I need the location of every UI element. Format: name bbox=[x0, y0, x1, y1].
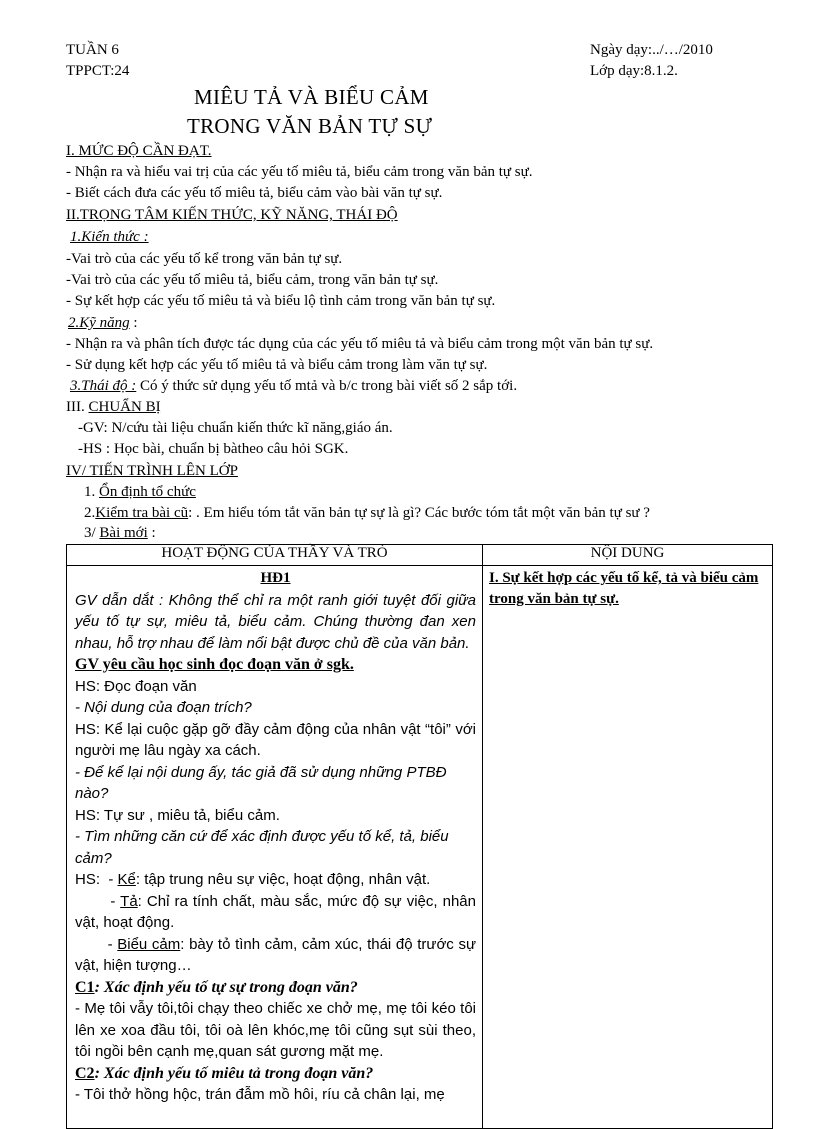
answer-2: HS: Tự sư , miêu tả, biểu cảm. bbox=[75, 806, 280, 824]
skill-heading-line bbox=[68, 315, 138, 332]
answer-3-bc-prefix: - bbox=[75, 935, 118, 953]
class-label: Lớp dạy:8.1.2. bbox=[590, 63, 678, 79]
answer-3-bc bbox=[75, 934, 476, 977]
step3-label: Bài mới bbox=[99, 525, 148, 541]
skill-item: - Sử dụng kết hợp các yếu tố miêu tả và biểu cảm trong làm văn tự sự. bbox=[66, 357, 488, 373]
section1-item: - Nhận ra và hiểu vai trị của các yếu tố miêu tả, biểu cảm trong văn bản tự sự. bbox=[66, 164, 533, 180]
step3-line bbox=[84, 525, 156, 542]
knowledge-item: - Sự kết hợp các yếu tố miêu tả và biểu lộ tình cảm trong văn bản tự sự. bbox=[66, 293, 496, 309]
prep-item: -GV: N/cứu tài liệu chuẩn kiến thức kĩ năng,giáo án. bbox=[78, 420, 393, 436]
table-header-row bbox=[67, 545, 773, 566]
c1-answer: - Mẹ tôi vẫy tôi,tôi chạy theo chiếc xe chở mẹ, mẹ tôi kéo tôi lên xe xoa đầu tôi, tôi oà lên khóc,mẹ tôi cũng sụt sùi theo, tôi ngồi bên cạnh mẹ,quan sát gương mặt mẹ. bbox=[75, 1000, 476, 1060]
step2-prefix: 2. bbox=[84, 505, 96, 521]
section4-heading: IV/ TIẾN TRÌNH LÊN LỚP bbox=[66, 463, 238, 479]
column-header-content: NỘI DUNG bbox=[483, 545, 773, 566]
c2-text: : Xác định yếu tố miêu tả trong đoạn văn? bbox=[94, 1064, 374, 1082]
period-label: TPPCT:24 bbox=[66, 63, 130, 79]
c1-text: : Xác định yếu tố tự sự trong đoạn văn? bbox=[94, 978, 358, 996]
c2-label: C2 bbox=[75, 1064, 95, 1082]
activity-label: HĐ1 bbox=[260, 570, 291, 586]
page-title-line1: MIÊU TẢ VÀ BIỂU CẢM bbox=[194, 85, 429, 109]
step3-suffix: : bbox=[147, 525, 156, 541]
step3-prefix: 3/ bbox=[84, 525, 100, 541]
question-1: - Nội dung của đoạn trích? bbox=[75, 699, 252, 716]
content-heading: I. Sự kết hợp các yếu tố kể, tả và biểu cảm trong văn bản tự sự. bbox=[489, 570, 759, 607]
skill-heading: 2.Kỹ năng bbox=[68, 315, 130, 331]
answer-3-prefix: HS: - bbox=[75, 871, 118, 888]
step1-prefix: 1. bbox=[84, 484, 99, 500]
question-3: - Tìm những căn cứ để xác định được yếu tố kể, tả, biểu cảm? bbox=[75, 828, 449, 867]
answer-3-ke bbox=[75, 869, 476, 891]
c1-question bbox=[75, 977, 476, 999]
step2-label: Kiểm tra bài cũ bbox=[95, 505, 189, 521]
section1-item: - Biết cách đưa các yếu tố miêu tả, biểu cảm vào bài văn tự sự. bbox=[66, 185, 443, 201]
step2-text: : . Em hiểu tóm tắt văn bản tự sự là gì? Các bước tóm tắt một văn bản tự sư ? bbox=[188, 505, 650, 521]
prep-item: -HS : Học bài, chuẩn bị bàtheo câu hỏi SGK. bbox=[78, 441, 349, 457]
section2-heading: II.TRỌNG TÂM KIẾN THỨC, KỸ NĂNG, THÁI ĐỘ bbox=[66, 207, 398, 223]
section3-heading: CHUẨN BỊ bbox=[88, 399, 161, 415]
skill-heading-suffix: : bbox=[129, 315, 138, 331]
teach-date: Ngày dạy:../…/2010 bbox=[590, 42, 713, 58]
section3-heading-line bbox=[66, 399, 161, 416]
lesson-table bbox=[66, 544, 773, 1129]
column-header-activities: HOẠT ĐỘNG CỦA THẦY VÀ TRÒ bbox=[67, 545, 483, 566]
section1-heading: I. MỨC ĐỘ CẦN ĐẠT. bbox=[66, 143, 212, 159]
c1-label: C1 bbox=[75, 978, 95, 996]
section3-prefix: III. bbox=[66, 399, 89, 415]
gv-request: GV yêu cầu học sinh đọc đoạn văn ở sgk. bbox=[75, 656, 354, 673]
skill-item: - Nhận ra và phân tích được tác dụng của các yếu tố miêu tả và biểu cảm trong một văn bản tự sự. bbox=[66, 336, 654, 352]
question-2: - Để kể lại nội dung ấy, tác giả đã sử dụng những PTBĐ nào? bbox=[75, 763, 447, 802]
answer-3-ta bbox=[75, 891, 476, 934]
page-title-line2: TRONG VĂN BẢN TỰ SỰ bbox=[187, 114, 433, 138]
attitude-text: Có ý thức sử dụng yếu tố mtả và b/c trong bài viết số 2 sắp tới. bbox=[136, 378, 518, 394]
knowledge-item: -Vai trò của các yếu tố kể trong văn bản tự sự. bbox=[66, 251, 343, 267]
table-row bbox=[67, 566, 773, 1129]
knowledge-item: -Vai trò của các yếu tố miêu tả, biểu cảm, trong văn bản tự sự. bbox=[66, 272, 439, 288]
week-label: TUẦN 6 bbox=[66, 42, 119, 58]
answer-3-ta-prefix: - bbox=[75, 892, 121, 910]
step1-label: Ổn định tổ chức bbox=[99, 484, 196, 500]
knowledge-heading: 1.Kiến thức : bbox=[70, 229, 149, 245]
answer-3-ke-text: : tập trung nêu sự việc, hoạt động, nhân vật. bbox=[135, 871, 431, 888]
answer-3-bc-label: Biểu cảm bbox=[117, 935, 181, 953]
hs-read: HS: Đọc đoạn văn bbox=[75, 677, 197, 695]
answer-1: HS: Kể lại cuộc gặp gỡ đầy cảm động của nhân vật “tôi” với người mẹ lâu ngày xa cách. bbox=[75, 720, 476, 759]
activities-cell bbox=[67, 566, 483, 1129]
step2-line bbox=[84, 505, 650, 522]
attitude-line bbox=[70, 378, 517, 395]
content-cell bbox=[483, 566, 773, 1129]
answer-3-ta-label: Tả bbox=[120, 892, 138, 910]
step1-line bbox=[84, 484, 196, 501]
intro-text: GV dẫn dắt : Không thể chỉ ra một ranh giới tuyệt đối giữa yếu tố tự sự, miêu tả, biểu cảm. Chúng thường đan xen nhau, hỗ trợ nhau để làm nổi bật được chủ đề của văn bản. bbox=[75, 591, 476, 652]
answer-3-ta-text: : Chỉ ra tính chất, màu sắc, mức độ sự việc, nhân vật, hoạt động. bbox=[75, 892, 476, 931]
answer-3-ke-label: Kể bbox=[117, 871, 136, 888]
c2-answer: - Tôi thở hồng hộc, trán đẫm mồ hôi, ríu cả chân lại, mẹ bbox=[75, 1086, 445, 1103]
answer-3-bc-text: : bày tỏ tình cảm, cảm xúc, thái độ trước sự vật, hiện tượng… bbox=[75, 935, 477, 974]
c2-question bbox=[75, 1063, 476, 1085]
attitude-heading: 3.Thái độ : bbox=[70, 378, 137, 394]
